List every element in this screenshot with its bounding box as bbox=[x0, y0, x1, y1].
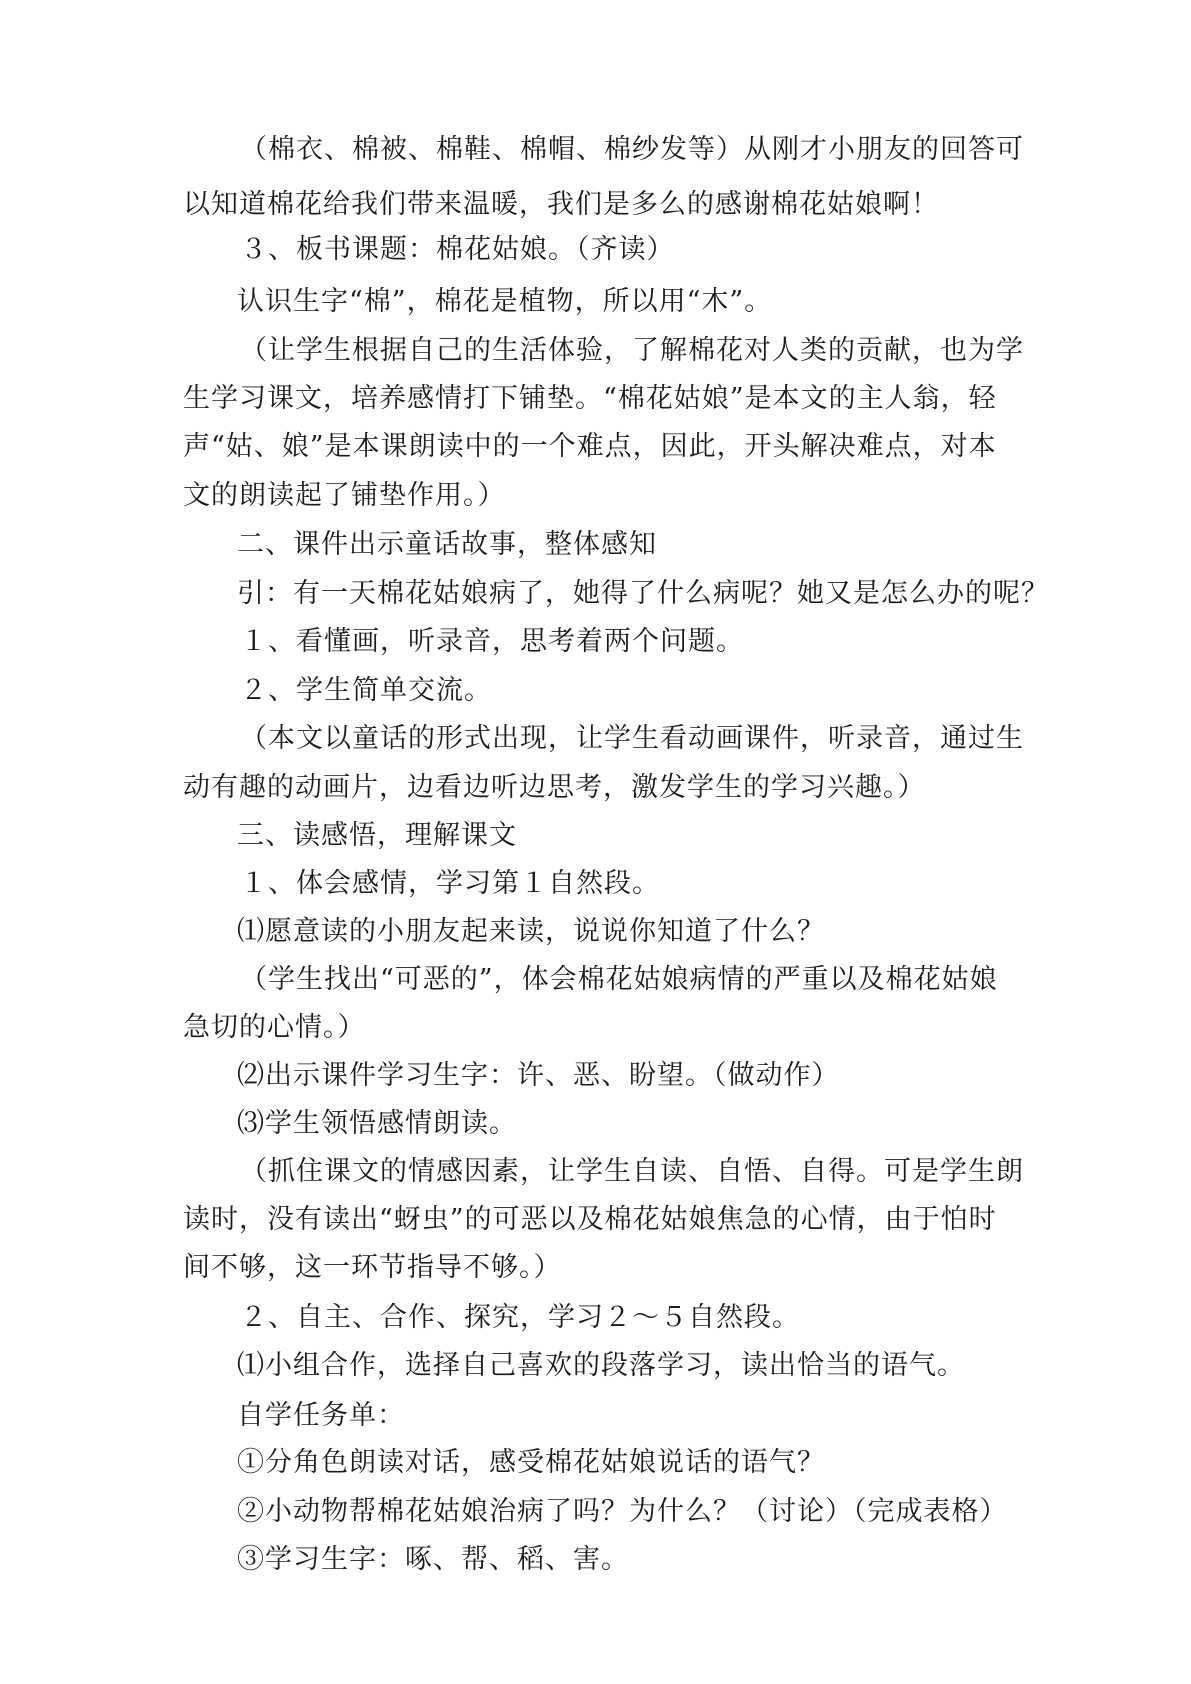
text-line: 急切的心情。） bbox=[183, 1012, 366, 1043]
text-line: 读时，没有读出“蚜虫”的可恶以及棉花姑娘焦急的心情，由于怕时 bbox=[183, 1204, 997, 1235]
list-item: ②小动物帮棉花姑娘治病了吗？为什么？（讨论）（完成表格） bbox=[237, 1496, 1008, 1527]
text-line: 动有趣的动画片，边看边听边思考，激发学生的学习兴趣。） bbox=[183, 772, 926, 803]
text-line: 声“姑、娘”是本课朗读中的一个难点，因此，开头解决难点，对本 bbox=[183, 431, 997, 462]
text-line: 间不够，这一环节指导不够。） bbox=[183, 1252, 562, 1283]
text-line: ⑵出示课件学习生字：许、恶、盼望。（做动作） bbox=[237, 1060, 840, 1091]
text-line: （学生找出“可恶的”，体会棉花姑娘病情的严重以及棉花姑娘 bbox=[240, 964, 998, 995]
section-heading: 三、读感悟，理解课文 bbox=[237, 820, 517, 851]
text-line: １、体会感情，学习第１自然段。 bbox=[240, 868, 660, 899]
text-line: ⑴小组合作，选择自己喜欢的段落学习，读出恰当的语气。 bbox=[237, 1350, 965, 1381]
text-line: ⑶学生领悟感情朗读。 bbox=[237, 1108, 517, 1139]
list-item: ③学习生字：啄、帮、稻、害。 bbox=[237, 1544, 629, 1575]
text-line: ⑴愿意读的小朋友起来读，说说你知道了什么？ bbox=[237, 916, 825, 947]
text-line: （棉衣、棉被、棉鞋、棉帽、棉纱发等）从刚才小朋友的回答可 bbox=[240, 134, 1024, 165]
text-line: ２、学生简单交流。 bbox=[240, 675, 492, 706]
text-line: 以知道棉花给我们带来温暖，我们是多么的感谢棉花姑娘啊！ bbox=[183, 189, 939, 220]
text-line: 生学习课文，培养感情打下铺垫。“棉花姑娘”是本文的主人翁，轻 bbox=[183, 383, 997, 414]
text-line: 自学任务单： bbox=[237, 1400, 405, 1431]
list-item: ①分角色朗读对话，感受棉花姑娘说话的语气？ bbox=[237, 1447, 825, 1478]
text-line: 文的朗读起了铺垫作用。） bbox=[183, 480, 506, 511]
text-line: （让学生根据自己的生活体验，了解棉花对人类的贡献，也为学 bbox=[240, 335, 1024, 366]
text-line: １、看懂画，听录音，思考着两个问题。 bbox=[240, 626, 744, 657]
text-line: 引：有一天棉花姑娘病了，她得了什么病呢？她又是怎么办的呢？ bbox=[237, 578, 1049, 609]
text-line: ３、板书课题：棉花姑娘。（齐读） bbox=[240, 234, 675, 265]
text-line: （本文以童话的形式出现，让学生看动画课件，听录音，通过生 bbox=[240, 723, 1024, 754]
section-heading: 二、课件出示童话故事，整体感知 bbox=[237, 529, 657, 560]
text-line: （抓住课文的情感因素，让学生自读、自悟、自得。可是学生朗 bbox=[240, 1156, 1024, 1187]
text-line: ２、自主、合作、探究，学习２～５自然段。 bbox=[240, 1302, 800, 1333]
text-line: 认识生字“棉”，棉花是植物，所以用“木”。 bbox=[237, 286, 773, 317]
